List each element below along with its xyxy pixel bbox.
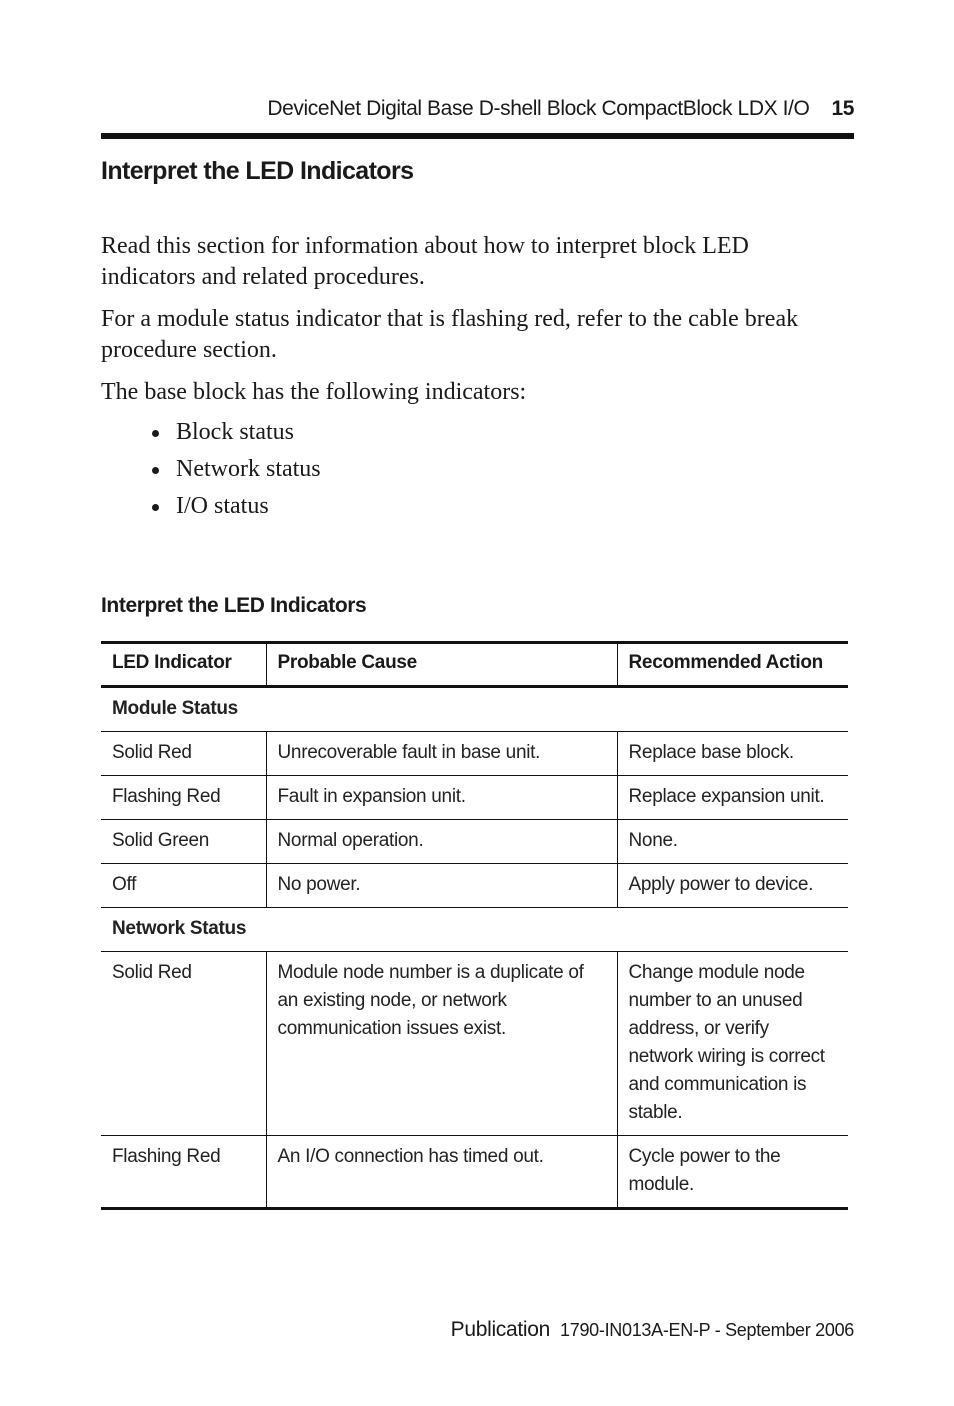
indicators-lead-in: The base block has the following indicators: [101, 379, 527, 405]
running-title: DeviceNet Digital Base D-shell Block CompactBlock LDX I/O [267, 97, 810, 120]
list-item-text: Block status [176, 419, 294, 445]
group-row [101, 687, 848, 732]
probable-cause-cell: Unrecoverable fault in base unit. [266, 732, 617, 776]
table-header-row [101, 643, 848, 687]
led-indicator-cell: Flashing Red [112, 1146, 221, 1167]
list-item-text: Network status [176, 456, 321, 482]
recommended-action-cell: Replace base block. [617, 732, 848, 776]
recommended-action-cell: Cycle power to the module. [617, 1136, 848, 1209]
recommended-action-cell: Replace expansion unit. [617, 776, 848, 820]
running-header [101, 92, 854, 126]
bullet-icon [152, 504, 159, 511]
section-title: Interpret the LED Indicators [101, 157, 414, 185]
group-row [101, 908, 848, 952]
probable-cause-cell: An I/O connection has timed out. [266, 1136, 617, 1209]
group-label: Module Status [112, 698, 238, 719]
led-indicator-cell: Flashing Red [112, 786, 221, 807]
list-item [150, 491, 321, 528]
list-item [150, 417, 321, 454]
group-label: Network Status [112, 918, 247, 939]
footer-label: Publication [450, 1318, 551, 1341]
recommended-action-cell: Change module node number to an unused address, or verify network wiring is correct and communication is stable. [617, 952, 848, 1136]
indicator-list [150, 417, 321, 528]
header-rule [101, 133, 854, 139]
column-header: Recommended Action [617, 643, 848, 687]
table-row [101, 1136, 848, 1209]
table-caption: Interpret the LED Indicators [101, 594, 367, 617]
page-number: 15 [831, 97, 854, 120]
list-item [150, 454, 321, 491]
intro-paragraph: Read this section for information about how to interpret block LED indicators and related procedures. [101, 233, 749, 290]
probable-cause-cell: Module node number is a duplicate of an existing node, or network communication issues exist. [266, 952, 617, 1136]
table-row [101, 732, 848, 776]
list-item-text: I/O status [176, 493, 269, 519]
table-row [101, 776, 848, 820]
table-row [101, 820, 848, 864]
probable-cause-cell: Fault in expansion unit. [266, 776, 617, 820]
bullet-icon [152, 467, 159, 474]
recommended-action-cell: Apply power to device. [617, 864, 848, 908]
footer [101, 1318, 854, 1342]
table-row [101, 952, 848, 1136]
flashing-red-note: For a module status indicator that is flashing red, refer to the cable break procedure section. [101, 306, 799, 363]
table-row [101, 864, 848, 908]
led-indicator-cell: Off [112, 874, 137, 895]
probable-cause-cell: No power. [266, 864, 617, 908]
led-indicator-cell: Solid Red [112, 742, 192, 763]
led-indicator-cell: Solid Green [112, 830, 210, 851]
recommended-action-cell: None. [617, 820, 848, 864]
led-indicator-table [101, 641, 848, 1210]
publication-number: 1790-IN013A-EN-P - September 2006 [560, 1320, 854, 1340]
column-header: LED Indicator [112, 652, 232, 673]
column-header: Probable Cause [266, 643, 617, 687]
led-indicator-cell: Solid Red [112, 962, 192, 983]
bullet-icon [152, 430, 159, 437]
probable-cause-cell: Normal operation. [266, 820, 617, 864]
